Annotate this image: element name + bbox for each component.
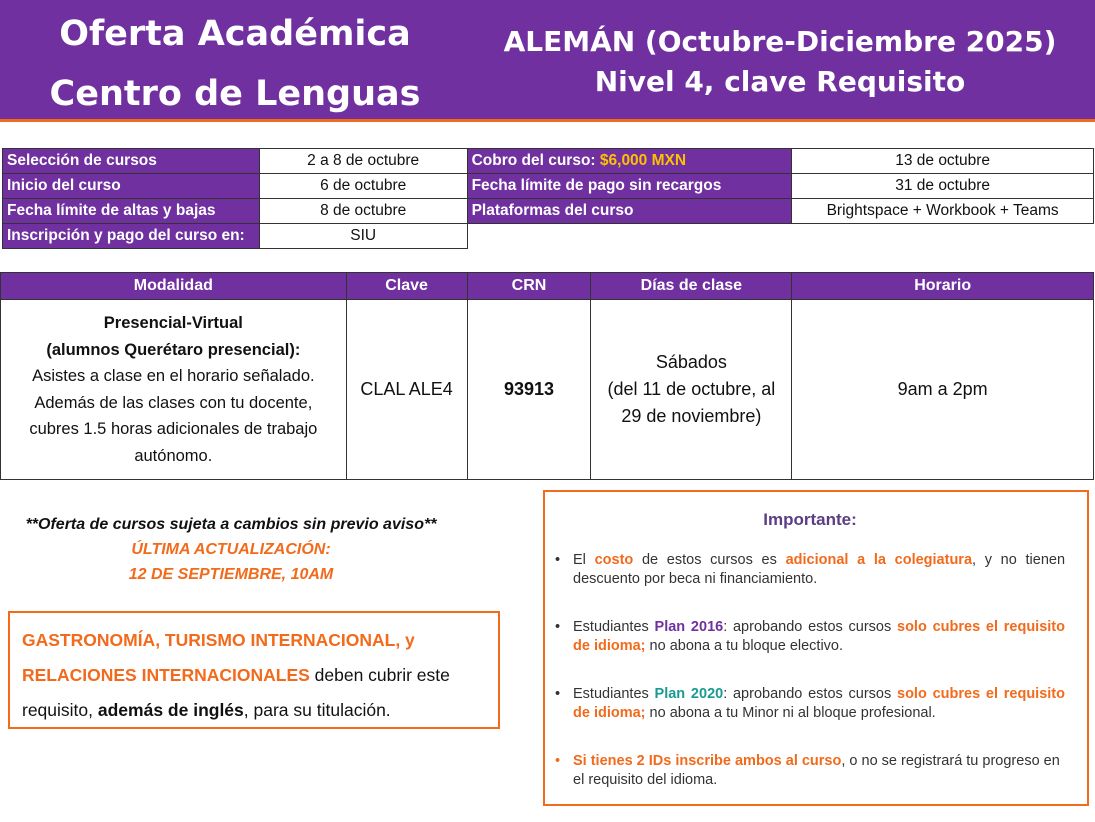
header-left-title: [0, 4, 470, 124]
header-horario: Horario: [792, 273, 1094, 300]
info-row: [3, 174, 1094, 199]
course-info-table: [2, 148, 1094, 249]
item-highlight: Si tienes 2 IDs inscribe ambos al curso: [573, 753, 842, 769]
item-text: : aprobando estos cursos: [723, 686, 898, 702]
modalidad-subtitle: (alumnos Querétaro presencial):: [46, 340, 301, 359]
plan-2016-label: Plan 2016: [654, 619, 724, 635]
modalidad-title: Presencial-Virtual: [103, 314, 243, 332]
header-right-title: [470, 22, 1090, 102]
inscripcion-label: Inscripción y pago del curso en:: [3, 224, 260, 249]
important-item: [555, 752, 1065, 790]
pago-value: 31 de octubre: [792, 174, 1094, 199]
dias-cell: [591, 300, 792, 480]
header-banner: [0, 0, 1095, 122]
horario-value: 9am a 2pm: [792, 300, 1094, 480]
altas-label: Fecha límite de altas y bajas: [3, 199, 260, 224]
crn-value: 93913: [467, 300, 591, 480]
requirement-text-1: deben cubrir este requisito,: [22, 665, 450, 720]
update-label: ÚLTIMA ACTUALIZACIÓN:: [131, 541, 331, 558]
empty-cell: [467, 224, 792, 249]
modalidad-description: Asistes a clase en el horario señalado. Además de las clases con tu docente, cubres 1.5 horas adicionales de trabajo autónomo.: [29, 367, 318, 465]
course-row: [1, 300, 1094, 480]
dias-line2: (del 11 de octubre, al 29 de noviembre): [607, 379, 776, 426]
item-text: no abona a tu Minor ni al bloque profesional.: [645, 705, 936, 721]
important-title: Importante:: [763, 510, 857, 529]
header-title-line1: Oferta Académica: [59, 14, 411, 54]
altas-value: 8 de octubre: [259, 199, 467, 224]
cobro-price: $6,000 MXN: [599, 152, 687, 169]
header-title-line2: Centro de Lenguas: [49, 74, 421, 114]
update-date: 12 DE SEPTIEMBRE, 10AM: [128, 566, 334, 583]
item-text: Estudiantes: [573, 686, 655, 702]
header-dias: Días de clase: [591, 273, 792, 300]
item-text: El: [573, 552, 595, 568]
important-item: [555, 618, 1065, 656]
dias-line1: Sábados: [655, 352, 727, 372]
inicio-value: 6 de octubre: [259, 174, 467, 199]
cobro-label: Cobro del curso:: [471, 152, 600, 169]
header-course-name: ALEMÁN (Octubre-Diciembre 2025): [503, 25, 1057, 58]
important-box: [543, 490, 1089, 806]
update-note: [0, 512, 462, 587]
item-text: no abona a tu bloque electivo.: [645, 638, 844, 654]
empty-cell: [792, 224, 1094, 249]
pago-label: Fecha límite de pago sin recargos: [467, 174, 792, 199]
item-text: : aprobando estos cursos: [723, 619, 898, 635]
clave-value: CLAL ALE4: [346, 300, 467, 480]
header-crn: CRN: [467, 273, 591, 300]
item-highlight: costo: [594, 552, 634, 568]
course-header-row: [1, 273, 1094, 300]
modalidad-cell: [1, 300, 347, 480]
item-text: de estos cursos es: [633, 552, 786, 568]
item-text: Estudiantes: [573, 619, 655, 635]
item-text: , o no se registrará tu progreso en el requisito del idioma.: [573, 753, 1060, 788]
info-row: [3, 199, 1094, 224]
inicio-label: Inicio del curso: [3, 174, 260, 199]
header-course-level: Nivel 4, clave Requisito: [594, 65, 966, 98]
inscripcion-value: SIU: [259, 224, 467, 249]
requirement-box: [8, 611, 500, 729]
cobro-label-cell: [467, 149, 792, 174]
item-highlight: solo cubres el requisito de idioma;: [573, 619, 1065, 654]
info-row: [3, 224, 1094, 249]
seleccion-value: 2 a 8 de octubre: [259, 149, 467, 174]
plataformas-label: Plataformas del curso: [467, 199, 792, 224]
info-row: [3, 149, 1094, 174]
item-highlight: solo cubres el requisito de idioma;: [573, 686, 1065, 721]
seleccion-label: Selección de cursos: [3, 149, 260, 174]
item-text: , y no tienen descuento por beca ni financiamiento.: [573, 552, 1066, 587]
careers-highlight: GASTRONOMÍA, TURISMO INTERNACIONAL, y RELACIONES INTERNACIONALES: [22, 630, 415, 685]
item-highlight: adicional a la colegiatura: [785, 552, 973, 568]
cobro-value: 13 de octubre: [792, 149, 1094, 174]
course-schedule-table: [0, 272, 1094, 480]
important-item: [555, 551, 1065, 589]
important-item: [555, 685, 1065, 723]
disclaimer-text: **Oferta de cursos sujeta a cambios sin previo aviso**: [25, 516, 437, 533]
requirement-bold: además de inglés: [97, 700, 244, 720]
plan-2020-label: Plan 2020: [654, 686, 724, 702]
header-modalidad: Modalidad: [1, 273, 347, 300]
header-clave: Clave: [346, 273, 467, 300]
plataformas-value: Brightspace + Workbook + Teams: [792, 199, 1094, 224]
requirement-text-2: , para su titulación.: [243, 700, 391, 720]
